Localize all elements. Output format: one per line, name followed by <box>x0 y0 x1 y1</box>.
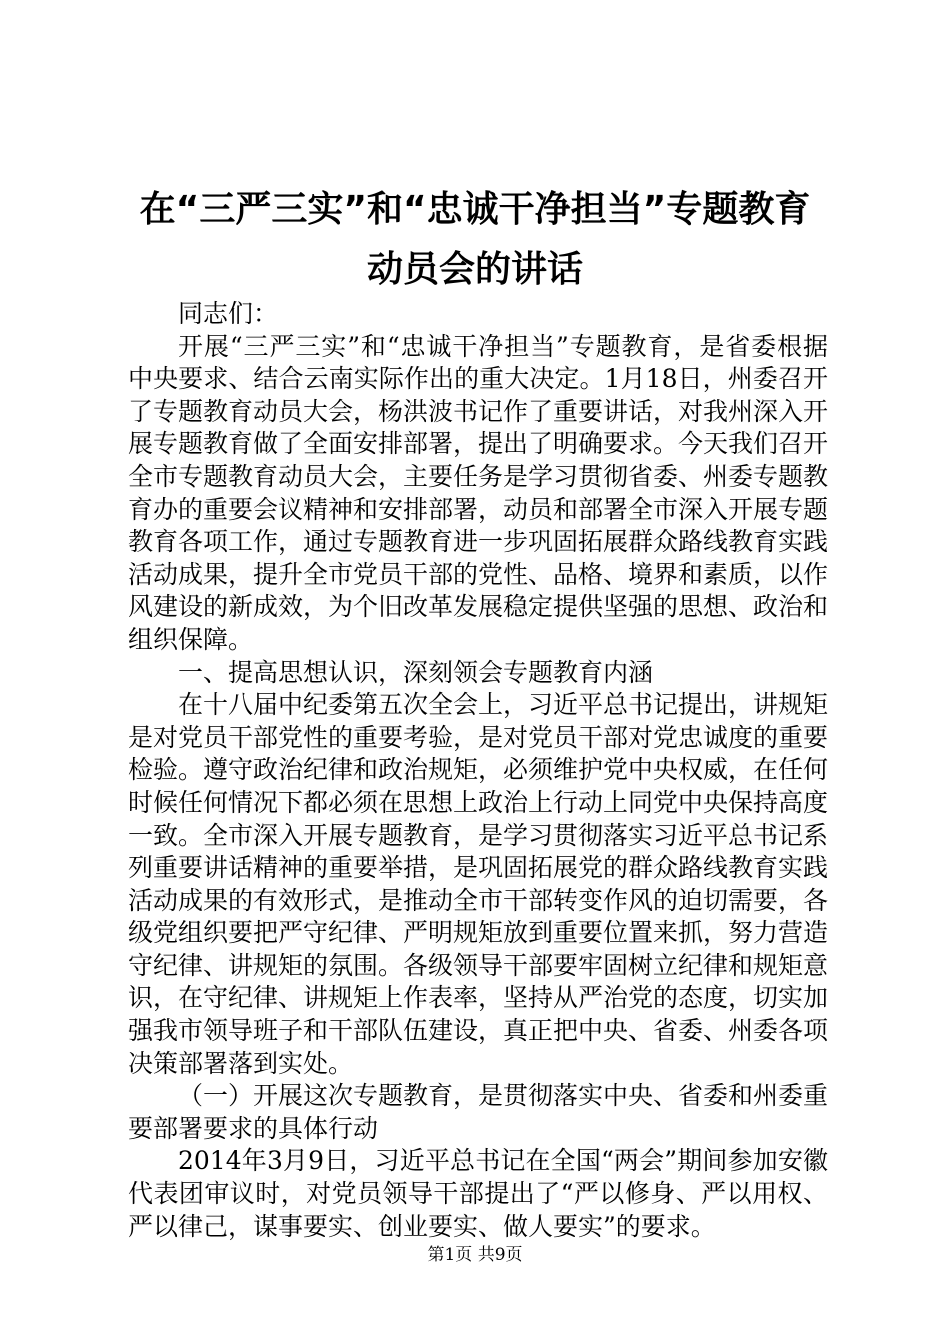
paragraph: 2014年3月9日，习近平总书记在全国“两会”期间参加安徽代表团审议时，对党员领导干部提出了“严以修身、严以用权、严以律己，谋事要实、创业要实、做人要实”的要求。 <box>128 1146 828 1241</box>
document-title-line-1: 在“三严三实”和“忠诚干净担当”专题教育 <box>139 189 811 230</box>
document-title-line-2: 动员会的讲话 <box>366 249 583 290</box>
subsection-heading: （一）开展这次专题教育，是贯彻落实中央、省委和州委重要部署要求的具体行动 <box>128 1081 829 1143</box>
document-body <box>128 298 828 1243</box>
paragraph: 开展“三严三实”和“忠诚干净担当”专题教育，是省委根据中央要求、结合云南实际作出的重大决定。1月18日，州委召开了专题教育动员大会，杨洪波书记作了重要讲话，对我州深入开展专题教育做了全面安排部署，提出了明确要求。今天我们召开全市专题教育动员大会，主要任务是学习贯彻省委、州委专题教育办的重要会议精神和安排部署，动员和部署全市深入开展专题教育各项工作，通过专题教育进一步巩固拓展群众路线教育实践活动成果，提升全市党员干部的党性、品格、境界和素质，以作风建设的新成效，为个旧改革发展稳定提供坚强的思想、政治和组织保障。 <box>128 331 829 654</box>
paragraph: 在十八届中纪委第五次全会上，习近平总书记提出，讲规矩是对党员干部党性的重要考验，是对党员干部对党忠诚度的重要检验。遵守政治纪律和政治规矩，必须维护党中央权威，在任何时候任何情况下都必须在思想上政治上行动上同党中央保持高度一致。全市深入开展专题教育，是学习贯彻落实习近平总书记系列重要讲话精神的重要举措，是巩固拓展党的群众路线教育实践活动成果的有效形式，是推动全市干部转变作风的迫切需要，各级党组织要把严守纪律、严明规矩放到重要位置来抓，努力营造守纪律、讲规矩的氛围。各级领导干部要牢固树立纪律和规矩意识，在守纪律、讲规矩上作表率，坚持从严治党的态度，切实加强我市领导班子和干部队伍建设，真正把中央、省委、州委各项决策部署落到实处。 <box>128 690 829 1078</box>
page-footer: 第1页 共9页 <box>427 1245 523 1265</box>
section-heading: 一、提高思想认识，深刻领会专题教育内涵 <box>178 657 654 687</box>
salutation: 同志们： <box>178 299 279 328</box>
